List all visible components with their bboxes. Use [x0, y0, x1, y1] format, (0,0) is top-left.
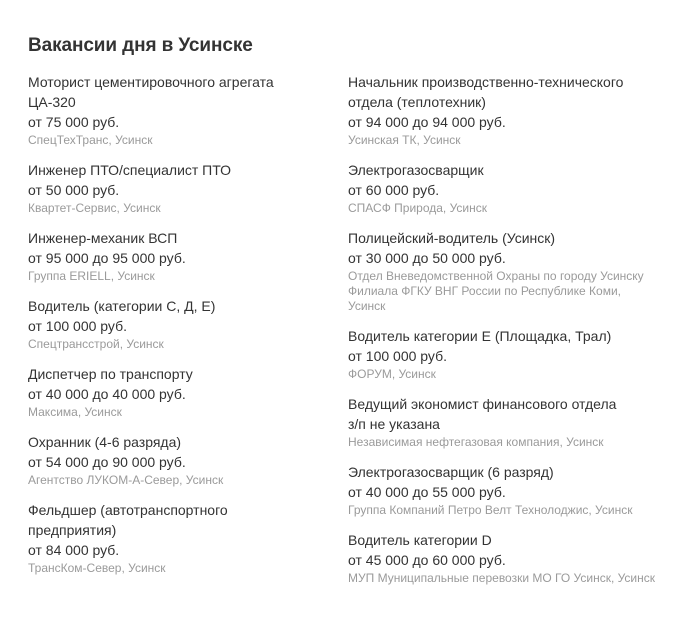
vacancy-item	[28, 72, 318, 148]
vacancy-title-link[interactable]: Фельдшер (автотранспортного предприятия)	[28, 502, 228, 538]
vacancy-salary: от 75 000 руб.	[28, 114, 120, 130]
vacancy-item	[348, 160, 658, 216]
vacancy-item	[28, 432, 318, 488]
vacancy-company: Группа ERIELL, Усинск	[28, 269, 155, 283]
vacancy-salary: от 100 000 руб.	[348, 348, 447, 364]
vacancy-item	[348, 462, 658, 518]
vacancy-item	[348, 228, 658, 314]
vacancy-title-link[interactable]: Ведущий экономист финансового отдела	[348, 396, 617, 412]
vacancy-salary: от 84 000 руб.	[28, 542, 120, 558]
vacancy-column-right	[348, 72, 658, 598]
vacancy-title-link[interactable]: Полицейский-водитель (Усинск)	[348, 230, 556, 246]
vacancy-title-link[interactable]: Диспетчер по транспорту	[28, 366, 193, 382]
vacancy-company: ТрансКом-Север, Усинск	[28, 561, 166, 575]
vacancy-title-link[interactable]: Охранник (4-6 разряда)	[28, 434, 182, 450]
vacancy-title-link[interactable]: Начальник производственно-технического отдела (теплотехник)	[348, 74, 624, 110]
vacancy-company: МУП Муниципальные перевозки МО ГО Усинск, Усинск	[348, 571, 656, 585]
vacancy-company: Независимая нефтегазовая компания, Усинск	[348, 435, 604, 449]
vacancy-salary: от 100 000 руб.	[28, 318, 127, 334]
vacancy-company: Отдел Вневедомственной Охраны по городу Усинску Филиала ФГКУ ВНГ России по Республике Коми, Усинск	[348, 269, 644, 313]
vacancy-company: Усинская ТК, Усинск	[348, 133, 461, 147]
vacancy-title-link[interactable]: Водитель (категории С, Д, Е)	[28, 298, 216, 314]
vacancy-item	[348, 394, 658, 450]
vacancy-company: Максима, Усинск	[28, 405, 122, 419]
vacancy-title-link[interactable]: Моторист цементировочного агрегата ЦА-320	[28, 74, 274, 110]
vacancy-company: Группа Компаний Петро Велт Технолоджис, Усинск	[348, 503, 633, 517]
vacancy-column-left	[28, 72, 318, 588]
vacancy-item	[28, 296, 318, 352]
vacancy-item	[348, 326, 658, 382]
vacancy-company: СпецТехТранс, Усинск	[28, 133, 153, 147]
vacancy-title-link[interactable]: Инженер-механик ВСП	[28, 230, 178, 246]
vacancy-salary: от 54 000 до 90 000 руб.	[28, 454, 186, 470]
vacancy-title-link[interactable]: Электрогазосварщик (6 разряд)	[348, 464, 554, 480]
vacancy-item	[348, 530, 658, 586]
vacancy-item	[348, 72, 658, 148]
vacancy-salary: от 60 000 руб.	[348, 182, 440, 198]
vacancy-salary: от 45 000 до 60 000 руб.	[348, 552, 506, 568]
vacancy-salary: от 95 000 до 95 000 руб.	[28, 250, 186, 266]
vacancy-salary: от 94 000 до 94 000 руб.	[348, 114, 506, 130]
vacancy-item	[28, 228, 318, 284]
vacancy-item	[28, 500, 318, 576]
vacancy-company: СПАСФ Природа, Усинск	[348, 201, 487, 215]
vacancy-title-link[interactable]: Электрогазосварщик	[348, 162, 484, 178]
vacancy-salary: от 40 000 до 55 000 руб.	[348, 484, 506, 500]
vacancy-salary: з/п не указана	[348, 416, 440, 432]
vacancy-company: Агентство ЛУКОМ-А-Север, Усинск	[28, 473, 224, 487]
vacancy-company: Спецтрансстрой, Усинск	[28, 337, 164, 351]
vacancy-company: Квартет-Сервис, Усинск	[28, 201, 161, 215]
page-title: Вакансии дня в Усинске	[28, 35, 253, 56]
vacancy-title-link[interactable]: Водитель категории D	[348, 532, 492, 548]
vacancy-salary: от 30 000 до 50 000 руб.	[348, 250, 506, 266]
vacancy-company: ФОРУМ, Усинск	[348, 367, 436, 381]
vacancy-title-link[interactable]: Инженер ПТО/специалист ПТО	[28, 162, 232, 178]
vacancy-title-link[interactable]: Водитель категории Е (Площадка, Трал)	[348, 328, 612, 344]
vacancy-item	[28, 364, 318, 420]
vacancy-salary: от 40 000 до 40 000 руб.	[28, 386, 186, 402]
vacancy-item	[28, 160, 318, 216]
vacancy-salary: от 50 000 руб.	[28, 182, 120, 198]
